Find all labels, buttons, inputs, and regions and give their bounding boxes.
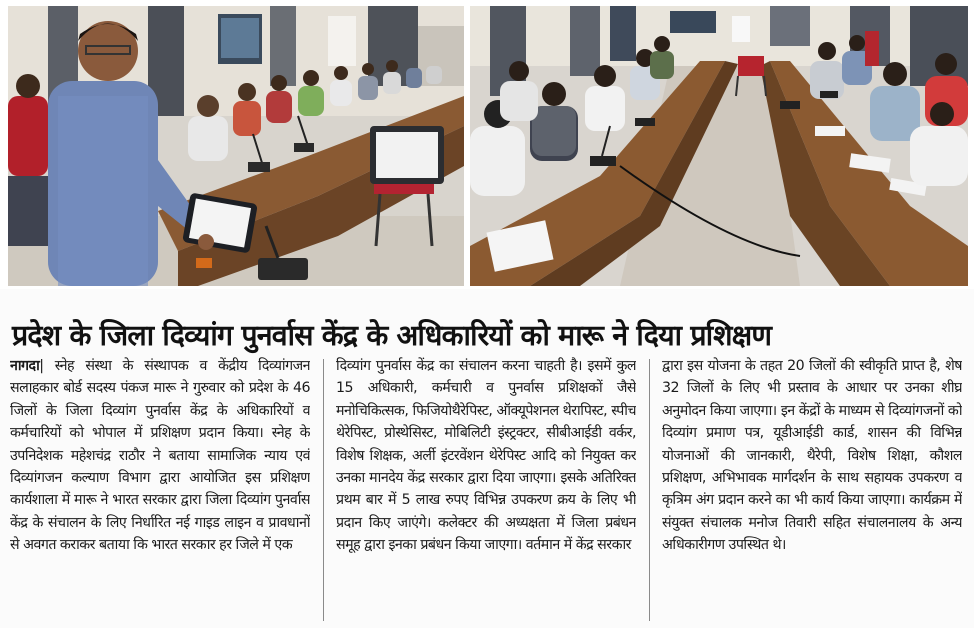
- article-text-2: दिव्यांग पुनर्वास केंद्र का संचालन करना चाहती है। इसमें कुल 15 अधिकारी, कर्मचारी व पुनर्वास प्रशिक्षकों जैसे मनोचिकित्सक, फिजियोथैरेपिस्ट, ऑक्यूपेशनल थेरापिस्ट, स्पीच थेरेपिस्ट, प्रोस्थेसिस्ट, मोबिलिटी इंस्ट्रक्टर, सीबीआईडी वर्कर, विशेष शिक्षक, अर्ली इंटरवेंशन थेरेपिस्ट आदि को नियुक्त कर उनका मानदेय केंद्र सरकार द्वारा दिया जाएगा। इसके अतिरिक्त प्रथम बार में 5 लाख रुपए विभिन्न उपकरण क्रय के लिए भी प्रदान किए जाएंगे। कलेक्टर की अध्यक्षता में जिला प्रबंधन समूह द्वारा इनका प्रबंधन किया जाएगा। वर्तमान में केंद्र सरकार: [336, 358, 636, 554]
- article-text-3: द्वारा इस योजना के तहत 20 जिलों की स्वीकृति प्राप्त है, शेष 32 जिलों के लिए भी प्रस्ताव के आधार पर उनका शीघ्र अनुमोदन किया जाएगा। इन केंद्रों के माध्यम से दिव्यांगजनों को दिव्यांग प्रमाण पत्र, यूडीआईडी कार्ड, शासन की विभिन्न योजनाओं की जानकारी, थैरेपी, विशेष शिक्षा, कौशल प्रशिक्षण, अभिभावक मार्गदर्शन के साथ सहायक उपकरण व कृत्रिम अंग प्रदान करने का भी कार्य किया जाएगा। कार्यक्रम में संयुक्त संचालक मनोज तिवारी सहित संचालनालय के अन्य अधिकारीगण उपस्थित थे।: [662, 358, 962, 554]
- article-paragraph-1: नागदा| स्नेह संस्था के संस्थापक व केंद्रीय दिव्यांगजन सलाहकार बोर्ड सदस्य पंकज मारू ने गुरुवार को प्रदेश के 46 जिलों के जिला दिव्यांग पुनर्वास केंद्र के अधिकारियों व कर्मचारियों को भोपाल में प्रशिक्षण प्रदान किया। स्नेह के उपनिदेशक महेशचंद्र राठौर ने बताया सामाजिक न्याय एवं दिव्यांगजन कल्याण विभाग द्वारा आयोजित इस प्रशिक्षण कार्यशाला में मारू ने भारत सरकार द्वारा जिला दिव्यांग पुनर्वास केंद्र के संचालन के लिए निर्धारित नई गाइड लाइन व प्रावधानों से अवगत कराकर बताया कि भारत सरकार हर जिले में एक: [10, 358, 310, 554]
- column-divider: [323, 359, 324, 621]
- photo-strip: [0, 0, 974, 289]
- dateline: नागदा: [10, 358, 40, 374]
- article-paragraph-2: [336, 355, 636, 557]
- column-divider: [649, 359, 650, 621]
- article-text-1: स्नेह संस्था के संस्थापक व केंद्रीय दिव्यांगजन सलाहकार बोर्ड सदस्य पंकज मारू ने गुरुवार को प्रदेश के 46 जिलों के जिला दिव्यांग पुनर्वास केंद्र के अधिकारियों व कर्मचारियों को भोपाल में प्रशिक्षण प्रदान किया। स्नेह के उपनिदेशक महेशचंद्र राठौर ने बताया सामाजिक न्याय एवं दिव्यांगजन कल्याण विभाग द्वारा आयोजित इस प्रशिक्षण कार्यशाला में मारू ने भारत सरकार द्वारा जिला दिव्यांग पुनर्वास केंद्र के संचालन के लिए निर्धारित नई गाइड लाइन व प्रावधानों से अवगत कराकर बताया कि भारत सरकार हर जिले में एक: [10, 358, 310, 554]
- news-article: [0, 289, 974, 628]
- headline: प्रदेश के जिला दिव्यांग पुनर्वास केंद्र के अधिकारियों को मारू ने दिया प्रशिक्षण: [12, 319, 772, 352]
- photo-conference-hall-icon: [470, 6, 968, 286]
- article-paragraph-3: [662, 355, 962, 557]
- article-column-3: [662, 355, 962, 623]
- article-column-2: [336, 355, 636, 623]
- article-column-1: [10, 355, 310, 623]
- photo-training-speaker-icon: [8, 6, 464, 286]
- article-columns: [10, 355, 964, 623]
- photo-conference-hall: [470, 6, 968, 286]
- photo-training-speaker: [8, 6, 464, 286]
